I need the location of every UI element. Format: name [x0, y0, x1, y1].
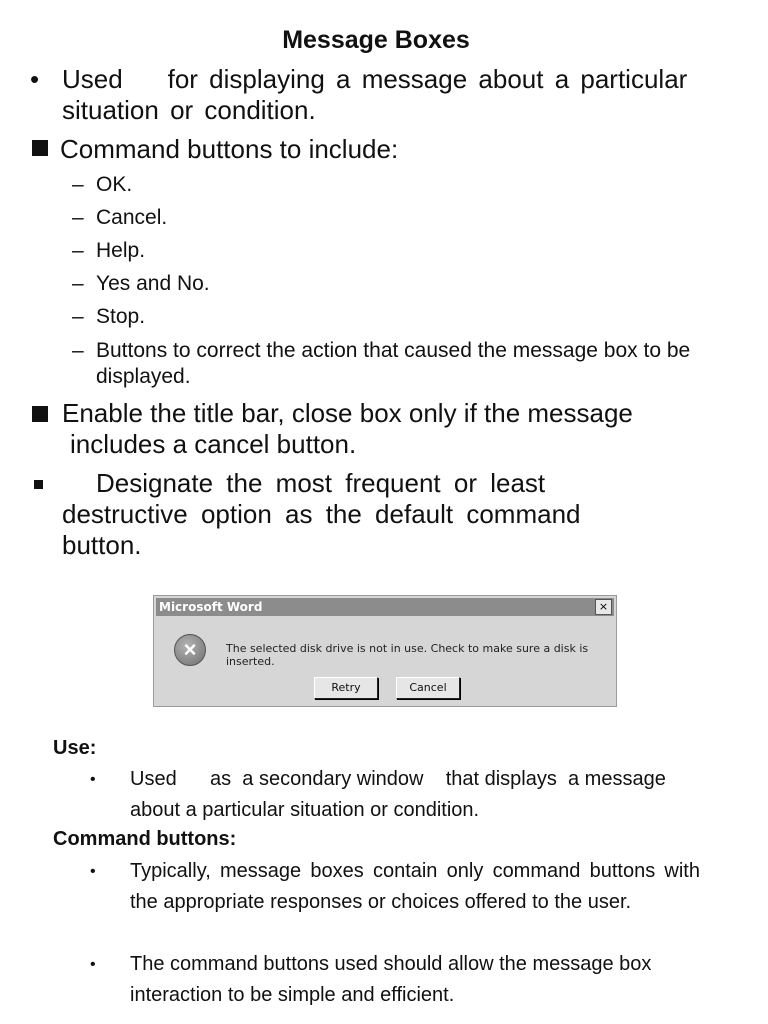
use-heading: Use:	[53, 737, 97, 759]
error-icon: ×	[174, 634, 206, 666]
bullet-text-line: Designate the most frequent or least	[96, 468, 546, 498]
bullet-command-buttons	[32, 134, 732, 165]
dialog-title-bar	[156, 598, 614, 616]
dash-marker: –	[72, 206, 84, 229]
bullet-text	[62, 398, 732, 460]
dash-marker: –	[72, 305, 84, 328]
sub-item-cancel	[72, 205, 722, 231]
bullet-enable-title-bar	[32, 398, 732, 460]
sub-item-yes-no	[72, 271, 722, 297]
page-title: Message Boxes	[282, 26, 470, 54]
square-bullet-icon	[32, 140, 48, 156]
dialog-message: The selected disk drive is not in use. Check to make sure a disk is inserted.	[226, 642, 589, 668]
bullet-text: Typically, message boxes contain only command buttons with the appropriate responses or choices offered to the user.	[130, 860, 700, 913]
sub-item-correct-action	[72, 338, 722, 390]
sub-item-text: OK.	[96, 173, 133, 196]
sub-item-text: Yes and No.	[96, 272, 210, 295]
use-item	[90, 764, 700, 826]
bullet-used-for	[30, 64, 730, 126]
sub-item-text: Stop.	[96, 305, 146, 328]
message-box-screenshot	[153, 595, 617, 707]
bullet-text: Command buttons to include:	[60, 134, 399, 164]
bullet-designate-default	[32, 468, 632, 561]
bullet-text	[62, 468, 632, 561]
bullet-text: Used as a secondary window that displays a message about a particular situation or condition.	[130, 768, 677, 821]
command-buttons-heading: Command buttons:	[53, 828, 237, 850]
retry-button[interactable]: Retry	[314, 677, 378, 699]
bullet-marker: •	[30, 64, 40, 94]
command-buttons-item	[90, 949, 700, 1011]
dash-marker: –	[72, 339, 84, 362]
cancel-button[interactable]: Cancel	[396, 677, 460, 699]
dialog-title: Microsoft Word	[159, 600, 263, 614]
bullet-marker: •	[90, 771, 96, 788]
sub-item-help	[72, 238, 722, 264]
square-bullet-icon	[32, 406, 48, 422]
bullet-marker: •	[90, 863, 96, 880]
sub-item-ok	[72, 172, 722, 198]
bullet-text-line: destructive option as the default command button.	[62, 499, 581, 560]
sub-item-stop	[72, 304, 722, 330]
dash-marker: –	[72, 239, 84, 262]
bullet-text: The command buttons used should allow the message box interaction to be simple and efficient.	[130, 953, 652, 1006]
bullet-text-line: Enable the title bar, close box only if the message	[62, 398, 633, 428]
bullet-text: Used for displaying a message about a particular situation or condition.	[62, 64, 710, 125]
dash-marker: –	[72, 272, 84, 295]
dash-marker: –	[72, 173, 84, 196]
sub-item-text: Buttons to correct the action that caused the message box to be displayed.	[96, 339, 691, 388]
sub-item-text: Cancel.	[96, 206, 168, 229]
bullet-text-line: includes a cancel button.	[70, 429, 357, 459]
bullet-marker: •	[90, 956, 96, 973]
small-square-bullet-icon	[34, 480, 43, 489]
command-buttons-item	[90, 856, 700, 918]
close-icon[interactable]: ×	[595, 599, 612, 615]
sub-item-text: Help.	[96, 239, 146, 262]
